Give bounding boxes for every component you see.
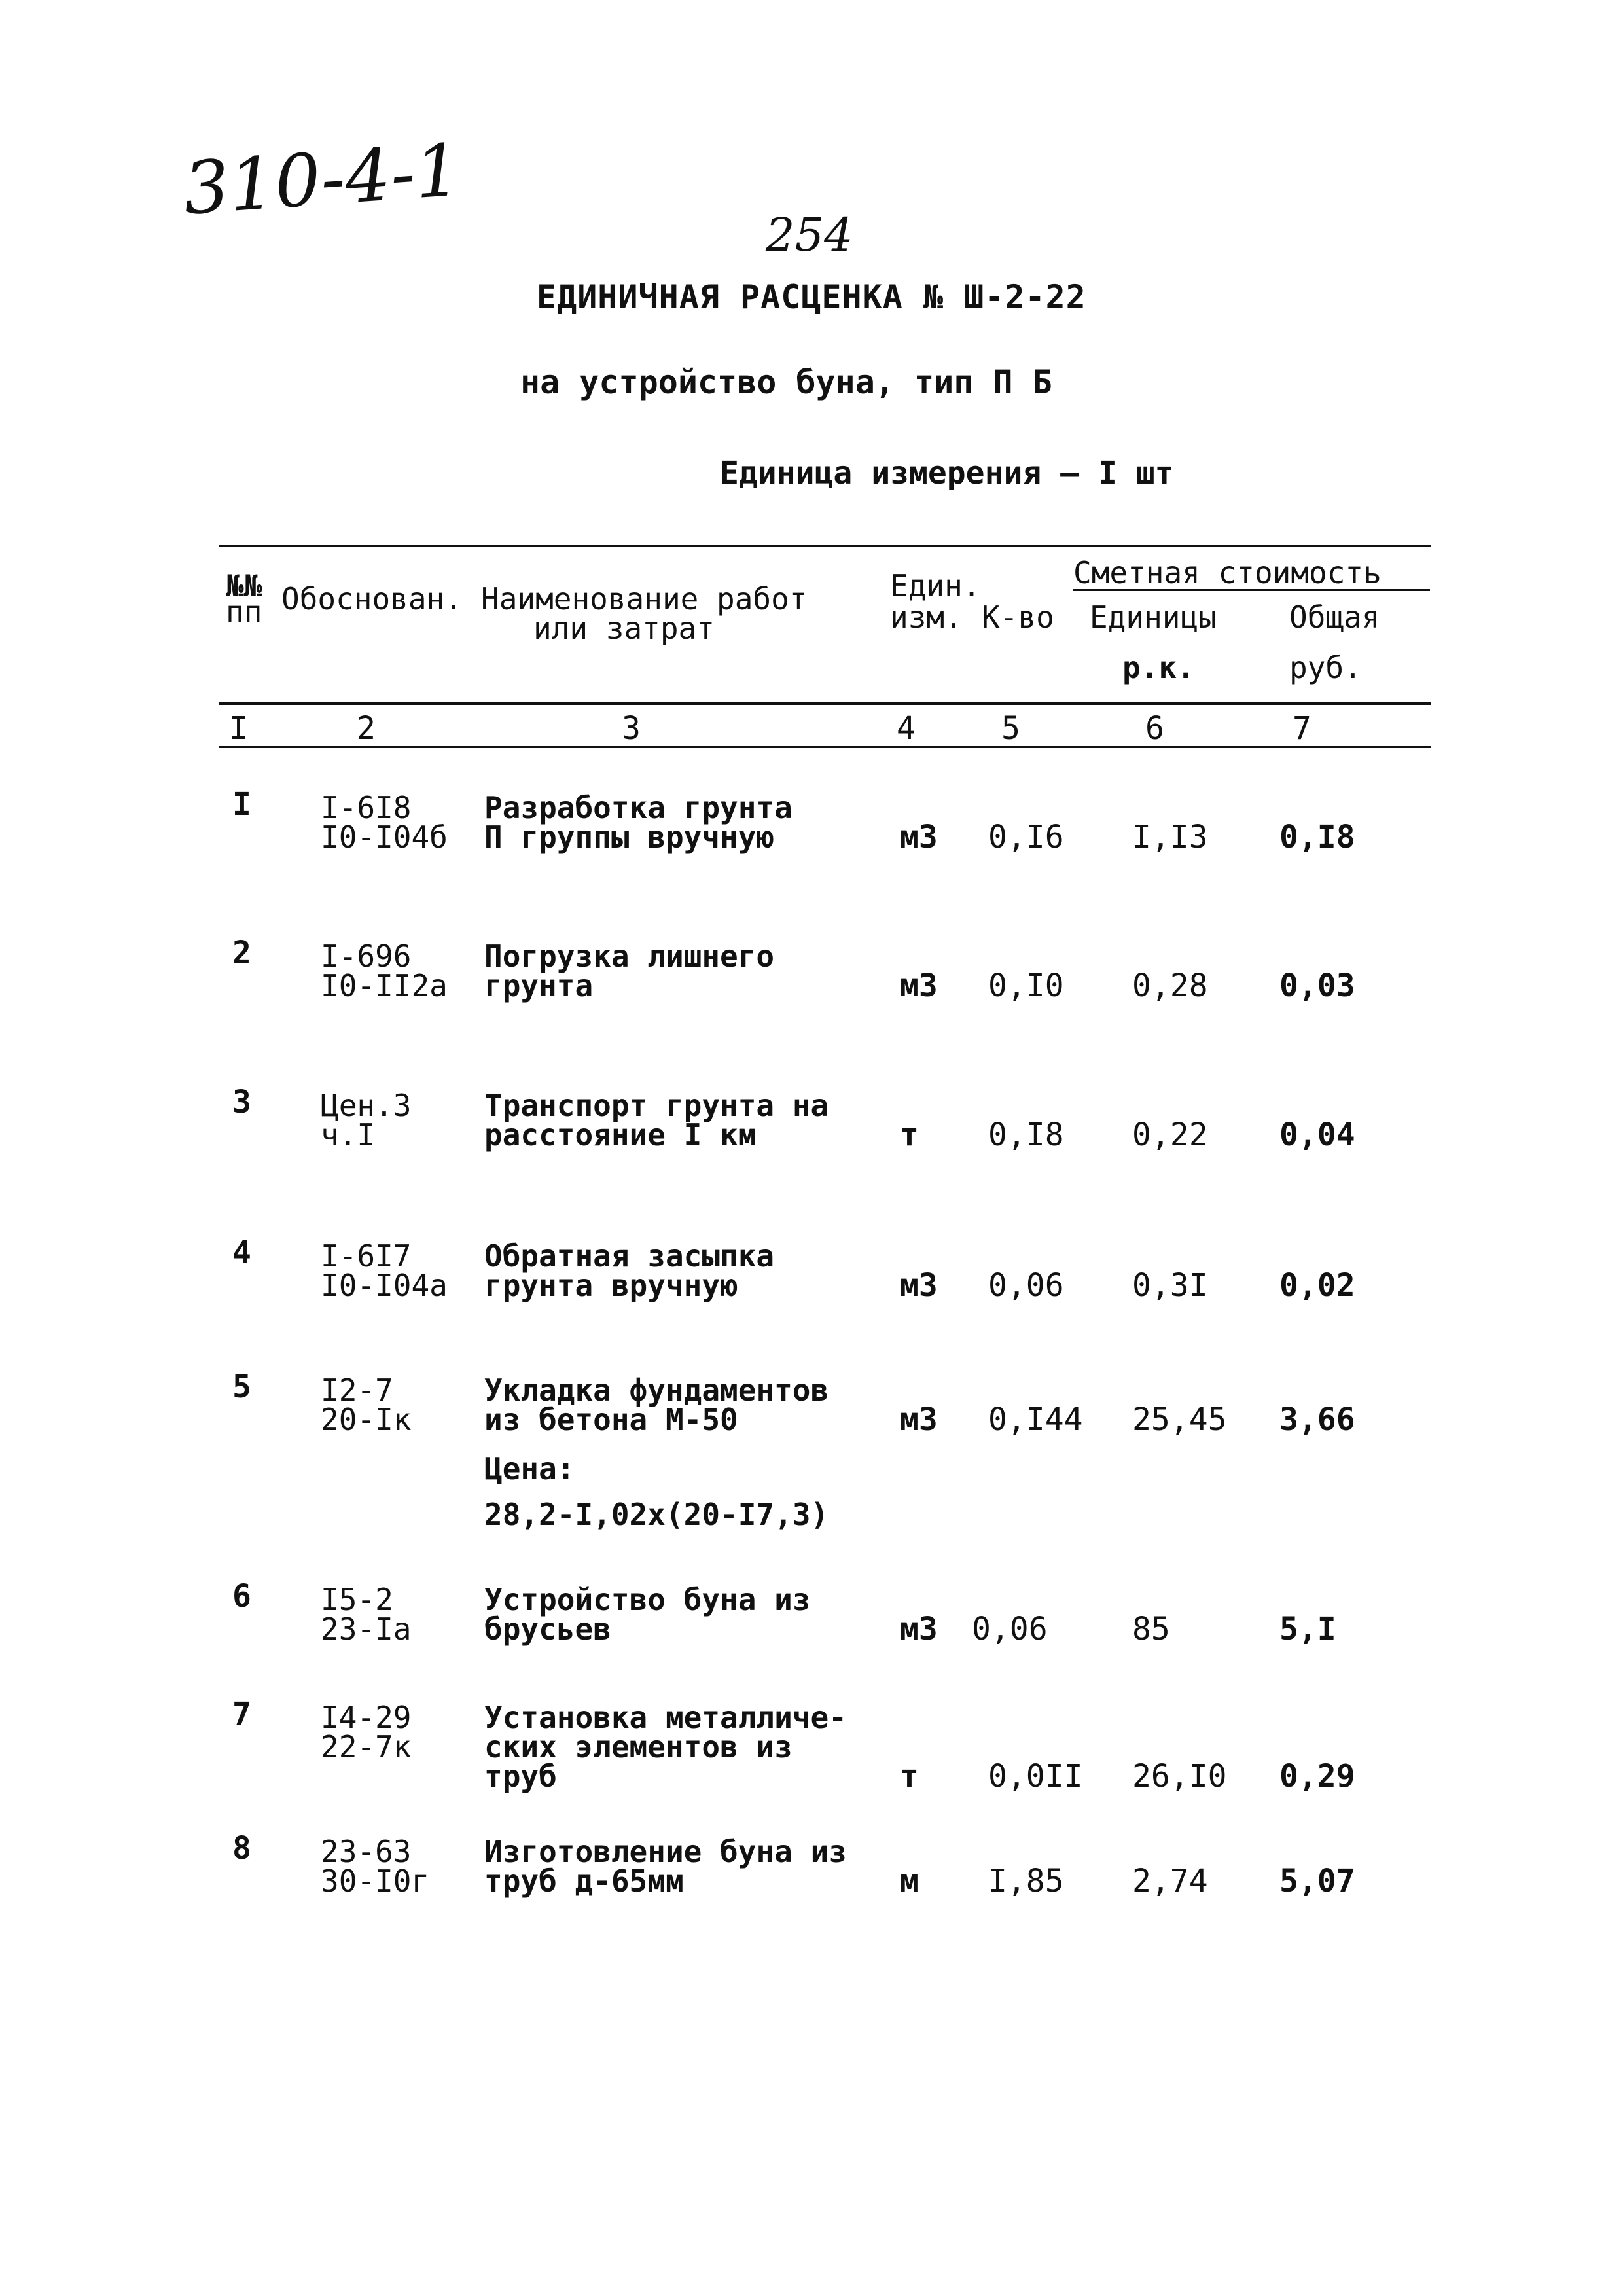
row-price-formula: 28,2-I,02х(20-I7,3)	[484, 1497, 829, 1532]
row-unit-cost: 25,45	[1132, 1401, 1227, 1438]
row-qty: 0,I0	[988, 967, 1064, 1004]
row-basis-line: 20-Iк	[321, 1402, 412, 1437]
column-number: 7	[1293, 710, 1311, 747]
row-unit-cost: 0,3I	[1132, 1267, 1208, 1304]
measurement-unit-line: Единица измерения – I шт	[720, 455, 1174, 492]
row-unit-cost: I,I3	[1132, 819, 1208, 855]
header-unit-cost-line2: р.к.	[1122, 650, 1195, 685]
row-unit-cost: 26,I0	[1132, 1758, 1227, 1795]
row-basis-line: I5-2	[321, 1582, 393, 1617]
table-top-rule	[219, 545, 1431, 547]
header-cost-group: Сметная стоимость	[1073, 555, 1382, 590]
row-name-line: Устройство буна из	[484, 1582, 811, 1617]
row-total: 0,03	[1279, 967, 1355, 1004]
column-number: I	[229, 710, 248, 747]
row-number: 4	[232, 1234, 251, 1271]
header-bottom-rule	[219, 702, 1431, 705]
row-unit: т	[900, 1117, 919, 1153]
row-basis-line: Цен.3	[321, 1088, 412, 1123]
row-number: 3	[232, 1084, 251, 1121]
row-basis-line: 30-I0г	[321, 1863, 430, 1899]
column-number: 2	[357, 710, 376, 747]
document-title: ЕДИНИЧНАЯ РАСЦЕНКА № Ш-2-22	[537, 278, 1086, 316]
header-total-line2: руб.	[1289, 650, 1362, 685]
row-qty: 0,0II	[988, 1758, 1083, 1795]
row-total: 3,66	[1279, 1401, 1355, 1438]
document-subtitle: на устройство буна, тип П Б	[520, 363, 1052, 401]
row-number: 5	[232, 1369, 251, 1405]
row-basis-line: I-696	[321, 939, 412, 974]
column-number: 3	[622, 710, 641, 747]
header-unit-cost-line1: Единицы	[1090, 600, 1217, 635]
column-number: 6	[1145, 710, 1164, 747]
row-total: 0,04	[1279, 1117, 1355, 1153]
row-number: 8	[232, 1830, 251, 1867]
row-name-line: Установка металличе-	[484, 1700, 847, 1735]
row-basis-line: 23-Iа	[321, 1611, 412, 1647]
row-basis-line: I2-7	[321, 1372, 393, 1408]
row-total: 0,I8	[1279, 819, 1355, 855]
row-basis-line: I0-I04б	[321, 819, 448, 855]
row-name-line: расстояние I км	[484, 1117, 757, 1153]
row-total: 5,I	[1279, 1611, 1336, 1647]
row-basis-line: I0-II2а	[321, 968, 448, 1003]
row-name-line: Укладка фундаментов	[484, 1372, 829, 1408]
row-unit: м3	[900, 1611, 938, 1647]
row-unit: м	[900, 1863, 919, 1899]
header-unit-line1: Един.	[890, 568, 981, 603]
row-total: 0,29	[1279, 1758, 1355, 1795]
header-total-line1: Общая	[1289, 600, 1380, 635]
header-num-line2: пп	[226, 594, 262, 630]
header-unit-line2: изм.	[890, 600, 963, 635]
row-number: 7	[232, 1696, 251, 1732]
row-name-line: Изготовление буна из	[484, 1834, 847, 1869]
row-unit: м3	[900, 1267, 938, 1304]
row-qty: 0,06	[972, 1611, 1048, 1647]
row-name-line: Разработка грунта	[484, 790, 793, 825]
row-name-line: труб д-65мм	[484, 1863, 684, 1899]
row-qty: 0,I8	[988, 1117, 1064, 1153]
row-basis-line: 23-63	[321, 1834, 412, 1869]
row-name-line: П группы вручную	[484, 819, 775, 855]
page-number: 254	[766, 208, 853, 262]
row-basis-line: ч.I	[321, 1117, 376, 1153]
row-number: 2	[232, 935, 251, 971]
row-basis-line: I0-I04а	[321, 1268, 448, 1303]
row-unit: м3	[900, 967, 938, 1004]
row-name-line: Погрузка лишнего	[484, 939, 775, 974]
row-unit-cost: 0,28	[1132, 967, 1208, 1004]
row-name-line: грунта вручную	[484, 1268, 738, 1303]
row-unit-cost: 85	[1132, 1611, 1170, 1647]
row-basis-line: 22-7к	[321, 1729, 412, 1765]
header-name-line2: или затрат	[533, 611, 715, 646]
row-name-line: Обратная засыпка	[484, 1238, 775, 1274]
row-name-line: брусьев	[484, 1611, 611, 1647]
row-name-line: труб	[484, 1759, 557, 1794]
row-name-line: Транспорт грунта на	[484, 1088, 829, 1123]
row-qty: 0,I44	[988, 1401, 1083, 1438]
header-qty: К-во	[982, 600, 1054, 635]
row-basis-line: I-6I8	[321, 790, 412, 825]
row-unit-cost: 2,74	[1132, 1863, 1208, 1899]
header-basis: Обоснован.	[281, 581, 463, 617]
row-basis-line: I4-29	[321, 1700, 412, 1735]
row-name-line: из бетона М-50	[484, 1402, 738, 1437]
document-code-handwritten: 310-4-1	[181, 128, 464, 231]
column-number: 5	[1001, 710, 1020, 747]
header-num-line1: №№	[226, 568, 262, 603]
row-basis-line: I-6I7	[321, 1238, 412, 1274]
row-number: 6	[232, 1578, 251, 1615]
row-unit: м3	[900, 819, 938, 855]
row-qty: 0,I6	[988, 819, 1064, 855]
row-unit-cost: 0,22	[1132, 1117, 1208, 1153]
row-price-label: Цена:	[484, 1451, 575, 1486]
row-name-line: ских элементов из	[484, 1729, 793, 1765]
row-name-line: грунта	[484, 968, 594, 1003]
row-unit: м3	[900, 1401, 938, 1438]
row-qty: I,85	[988, 1863, 1064, 1899]
row-total: 5,07	[1279, 1863, 1355, 1899]
column-numbers-rule	[219, 746, 1431, 748]
row-number: I	[232, 786, 251, 823]
row-unit: т	[900, 1758, 919, 1795]
header-name-line1: Наименование работ	[481, 581, 808, 617]
column-number: 4	[897, 710, 916, 747]
row-total: 0,02	[1279, 1267, 1355, 1304]
row-qty: 0,06	[988, 1267, 1064, 1304]
